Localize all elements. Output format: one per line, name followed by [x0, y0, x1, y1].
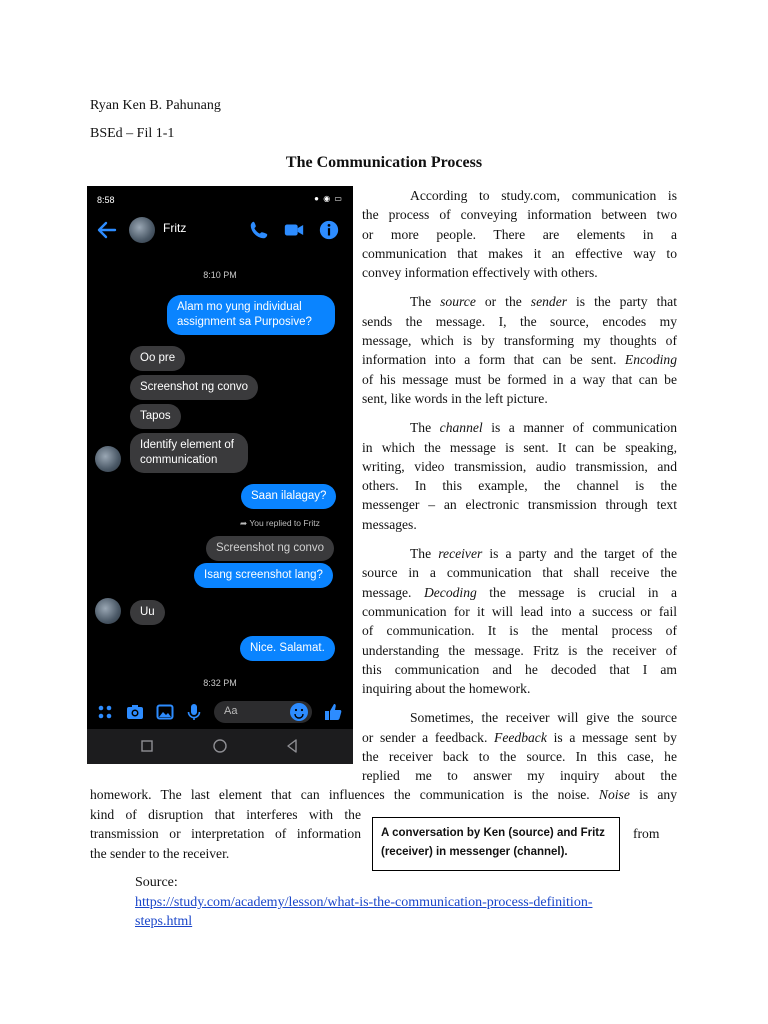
contact-avatar — [129, 217, 155, 243]
apps-grid-icon — [95, 702, 115, 722]
back-arrow-icon — [95, 218, 119, 242]
paragraph-line: sends the message. I, the source, encodes my — [362, 313, 677, 329]
image-icon — [155, 702, 175, 722]
paragraph-line: communication that makes it an effective way to — [362, 245, 677, 261]
paragraph-line: According to study.com, communication is — [410, 188, 677, 203]
reply-arrow-icon: ➦ — [240, 518, 250, 528]
time-stamp: 8:32 PM — [203, 678, 237, 688]
android-nav-bar — [87, 729, 353, 764]
contact-name: Fritz — [163, 221, 187, 235]
microphone-icon — [184, 702, 204, 722]
contact-avatar-small — [95, 446, 121, 472]
thumbs-up-icon — [323, 702, 343, 722]
message-bubble-sent: Isang screenshot lang? — [194, 563, 333, 588]
document-title: The Communication Process — [285, 154, 483, 171]
message-bubble-received: Uu — [130, 600, 165, 625]
messenger-screenshot — [87, 186, 353, 764]
message-bubble-received: Identify element of communication — [130, 433, 248, 473]
paragraph-line: inquiring about the homework. — [362, 681, 531, 697]
paragraph-line: message, which is by transforming my thoughts of — [362, 333, 677, 349]
paragraph-line: in which the message is sent. It can be speaking, — [362, 439, 677, 455]
source-link-line[interactable]: https://study.com/academy/lesson/what-is-the-communication-process-definition- — [135, 895, 593, 910]
emoji-icon — [289, 702, 309, 722]
paragraph-line: of communication. It is the mental process of — [362, 623, 677, 639]
paragraph-line: kind of disruption that interferes with the — [90, 807, 361, 822]
paragraph-line: sent, like words in the left picture. — [362, 390, 548, 406]
paragraph-line: Sometimes, the receiver will give the source — [410, 710, 677, 726]
back-icon — [284, 738, 300, 754]
paragraph-line: messenger – an electronic transmission through text — [362, 497, 677, 513]
course-section: BSEd – Fil 1-1 — [90, 126, 175, 141]
message-bubble-sent: Alam mo yung individual assignment sa Purposive? — [167, 295, 335, 335]
paragraph-wrap-left — [90, 805, 361, 863]
message-bubble-received: Screenshot ng convo — [130, 375, 258, 400]
paragraph-line: convey information effectively with others. — [362, 265, 598, 281]
phone-call-icon — [248, 219, 270, 241]
source-link[interactable] — [135, 893, 592, 931]
chat-header — [87, 212, 353, 248]
paragraph-line: information into a form that can be sent. Encoding — [362, 352, 677, 368]
message-bubble-sent: Saan ilalagay? — [241, 484, 336, 509]
author-name: Ryan Ken B. Pahunang — [90, 98, 221, 113]
quoted-message: Screenshot ng convo — [206, 536, 334, 561]
paragraph-line: communication for it will lead into a success or fail — [362, 603, 677, 619]
status-time: 8:58 — [97, 195, 115, 205]
paragraph-line: The source or the sender is the party that — [410, 294, 677, 310]
paragraph-line: or sender a feedback. Feedback is a message sent by — [362, 729, 677, 745]
paragraph-line: transmission or interpretation of information — [90, 826, 361, 842]
paragraph-line: the sender to the receiver. — [90, 845, 230, 861]
paragraph-line: others. In this example, the channel is the — [362, 478, 677, 494]
camera-icon — [125, 702, 145, 722]
time-stamp: 8:10 PM — [203, 270, 237, 280]
message-bubble-received: Tapos — [130, 404, 181, 429]
paragraph-line: The receiver is a party and the target of the — [410, 546, 677, 562]
message-bubble-received: Oo pre — [130, 346, 185, 371]
message-input: Aa — [214, 701, 312, 723]
paragraph-line: the process of conveying information between two — [362, 207, 677, 223]
paragraph-line: message. Decoding the message is crucial in a — [362, 584, 677, 600]
source-label: Source: — [135, 875, 178, 890]
paragraph-line: this communication and he decoded that I am — [362, 661, 677, 677]
status-icons: ● ◉ ▭ — [314, 194, 343, 203]
paragraph-line: messages. — [362, 516, 417, 532]
paragraph-line: of his message must be formed in a way that can be — [362, 371, 677, 387]
paragraph-line: writing, video transmission, audio transmission, and — [362, 458, 677, 474]
contact-avatar-small — [95, 598, 121, 624]
source-link-line[interactable]: steps.html — [135, 914, 193, 929]
paragraph-line: or more people. There are elements in a — [362, 226, 677, 242]
paragraph-word: from — [633, 826, 660, 841]
body-text-column — [362, 186, 677, 786]
reply-note: ➦ You replied to Fritz — [240, 518, 320, 528]
home-icon — [212, 738, 228, 754]
paragraph-line: The channel is a manner of communication — [410, 420, 677, 436]
recent-apps-icon — [139, 738, 155, 754]
paragraph-line: replied me to answer my inquiry about the — [362, 768, 677, 784]
paragraph-line: understanding the message. Fritz is the receiver of — [362, 642, 677, 658]
video-call-icon — [283, 219, 305, 241]
image-caption: A conversation by Ken (source) and Fritz (receiver) in messenger (channel). — [372, 817, 620, 871]
paragraph-line: the receiver back to the source. In this case, he — [362, 749, 677, 765]
message-composer — [87, 697, 353, 727]
info-icon — [318, 219, 340, 241]
message-bubble-sent: Nice. Salamat. — [240, 636, 335, 661]
paragraph-line: source in a communication that shall receive the — [362, 565, 677, 581]
paragraph-line: homework. The last element that can influences the communication is the noise. Noise is any — [90, 787, 677, 802]
